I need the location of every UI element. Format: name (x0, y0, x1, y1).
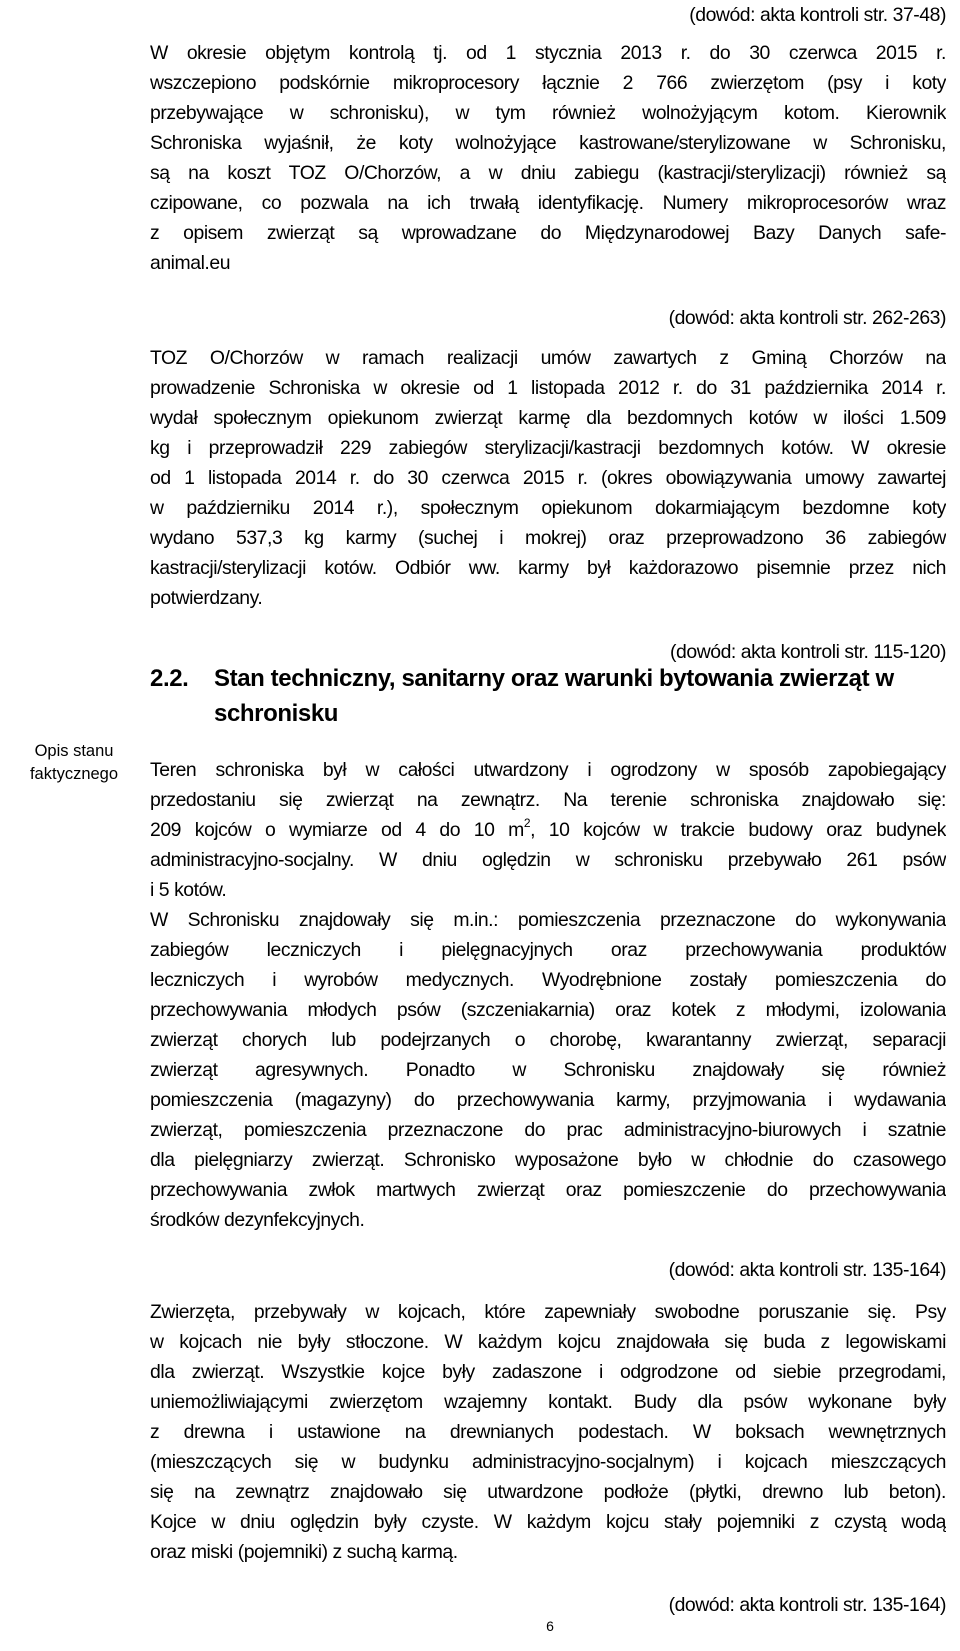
text-line: pomieszczenia (magazyny) do przechowywania karmy, przyjmowania i wydawania (150, 1089, 946, 1111)
text-line: kastracji/sterylizacji kotów. Odbiór ww. karmy był każdorazowo pisemnie przez nich (150, 557, 946, 579)
text-line: z opisem zwierząt są wprowadzane do Międzynarodowej Bazy Danych safe- (150, 222, 946, 244)
text-line: dla pielęgniarzy zwierząt. Schronisko wyposażone było w chłodnie do czasowego (150, 1149, 946, 1171)
text-line: przedostaniu się zwierząt na zewnątrz. Na terenie schroniska znajdowało się: (150, 789, 946, 811)
text-line: przebywające w schronisku), w tym również wolnożyjącym kotom. Kierownik (150, 102, 946, 124)
text-line: wszczepiono podskórnie mikroprocesory łącznie 2 766 zwierzętom (psy i koty (150, 72, 946, 94)
evidence-reference: (dowód: akta kontroli str. 262-263) (668, 307, 946, 329)
superscript: 2 (523, 815, 531, 830)
text-line: od 1 listopada 2014 r. do 30 czerwca 2015 r. (okres obowiązywania umowy zawartej (150, 467, 946, 489)
text-line: administracyjno-socjalny. W dniu oględzin w schronisku przebywało 261 psów (150, 849, 946, 871)
text-line: wydano 537,3 kg karmy (suchej i mokrej) oraz przeprowadzono 36 zabiegów (150, 527, 946, 549)
text-line: (mieszczących się w budynku administracyjno-socjalnym) i kojcach mieszczących (150, 1451, 946, 1473)
text-line: w kojcach nie były stłoczone. W każdym kojcu znajdowała się buda z legowiskami (150, 1331, 946, 1353)
section-title-line2: schronisku (214, 700, 339, 727)
text-line: potwierdzany. (150, 587, 263, 609)
section-title-line1: Stan techniczny, sanitarny oraz warunki bytowania zwierząt w (214, 665, 894, 692)
text-line: czipowane, co pozwala na ich trwałą identyfikację. Numery mikroprocesorów wraz (150, 192, 946, 214)
text-line: Kojce w dniu oględzin były czyste. W każdym kojcu stały pojemniki z czystą wodą (150, 1511, 946, 1533)
text-line: Teren schroniska był w całości utwardzony i ogrodzony w sposób zapobiegający (150, 759, 946, 781)
evidence-reference: (dowód: akta kontroli str. 115-120) (670, 641, 946, 663)
text-line: środków dezynfekcyjnych. (150, 1209, 365, 1231)
text-line: prowadzenie Schroniska w okresie od 1 listopada 2012 r. do 31 października 2014 r. (150, 377, 946, 399)
text-line: zwierząt agresywnych. Ponadto w Schronisku znajdowały się również (150, 1059, 946, 1081)
text-line: W Schronisku znajdowały się m.in.: pomieszczenia przeznaczone do wykonywania (150, 909, 946, 931)
evidence-reference: (dowód: akta kontroli str. 37-48) (689, 4, 946, 26)
evidence-reference: (dowód: akta kontroli str. 135-164) (668, 1594, 946, 1616)
text-line: TOZ O/Chorzów w ramach realizacji umów zawartych z Gminą Chorzów na (150, 347, 946, 369)
text-line: Zwierzęta, przebywały w kojcach, które zapewniały swobodne poruszanie się. Psy (150, 1301, 946, 1323)
text-line: kg i przeprowadził 229 zabiegów sterylizacji/kastracji bezdomnych kotów. W okresie (150, 437, 946, 459)
text-line: W okresie objętym kontrolą tj. od 1 stycznia 2013 r. do 30 czerwca 2015 r. (150, 42, 946, 64)
text-line: dla zwierząt. Wszystkie kojce były zadaszone i odgrodzone od siebie przegrodami, (150, 1361, 946, 1383)
section-number: 2.2. (150, 665, 189, 692)
text-line: oraz miski (pojemniki) z suchą karmą. (150, 1541, 458, 1563)
text-line: i 5 kotów. (150, 879, 227, 901)
page-number: 6 (546, 1618, 554, 1634)
text-segment: 209 kojców o wymiarze od 4 do 10 m (150, 819, 524, 841)
text-line: leczniczych i wyrobów medycznych. Wyodrębnione zostały pomieszczenia do (150, 969, 946, 991)
text-line: uniemożliwiającymi zwierzętom wzajemny kontakt. Budy dla psów wykonane były (150, 1391, 946, 1413)
section-heading-cont (214, 695, 338, 733)
text-line: Schroniska wyjaśnił, że koty wolnożyjące kastrowane/sterylizowane w Schronisku, (150, 132, 946, 154)
text-line: w październiku 2014 r.), społecznym opiekunom dokarmiającym bezdomne koty (150, 497, 946, 519)
text-line: przechowywania młodych psów (szczeniakarnia) oraz kotek z młodymi, izolowania (150, 999, 946, 1021)
text-line: wydał społecznym opiekunom zwierząt karmę dla bezdomnych kotów w ilości 1.509 (150, 407, 946, 429)
text-line (150, 815, 946, 845)
text-line: zwierząt chorych lub podejrzanych o chorobę, kwarantanny zwierząt, separacji (150, 1029, 946, 1051)
text-line: są na koszt TOZ O/Chorzów, a w dniu zabiegu (kastracji/sterylizacji) również są (150, 162, 946, 184)
text-line: się na zewnątrz znajdowało się utwardzone podłoże (płytki, drewno lub beton). (150, 1481, 946, 1503)
text-line: zabiegów leczniczych i pielęgnacyjnych oraz przechowywania produktów (150, 939, 946, 961)
text-line: zwierząt, pomieszczenia przeznaczone do prac administracyjno-biurowych i szatnie (150, 1119, 946, 1141)
evidence-reference: (dowód: akta kontroli str. 135-164) (668, 1259, 946, 1281)
side-note: Opis stanu faktycznego (29, 742, 119, 783)
text-line: przechowywania zwłok martwych zwierząt oraz pomieszczenie do przechowywania (150, 1179, 946, 1201)
text-line: z drewna i ustawione na drewnianych podestach. W boksach wewnętrznych (150, 1421, 946, 1443)
text-line: animal.eu (150, 252, 231, 274)
text-segment: , 10 kojców w trakcie budowy oraz budynek (530, 819, 946, 841)
